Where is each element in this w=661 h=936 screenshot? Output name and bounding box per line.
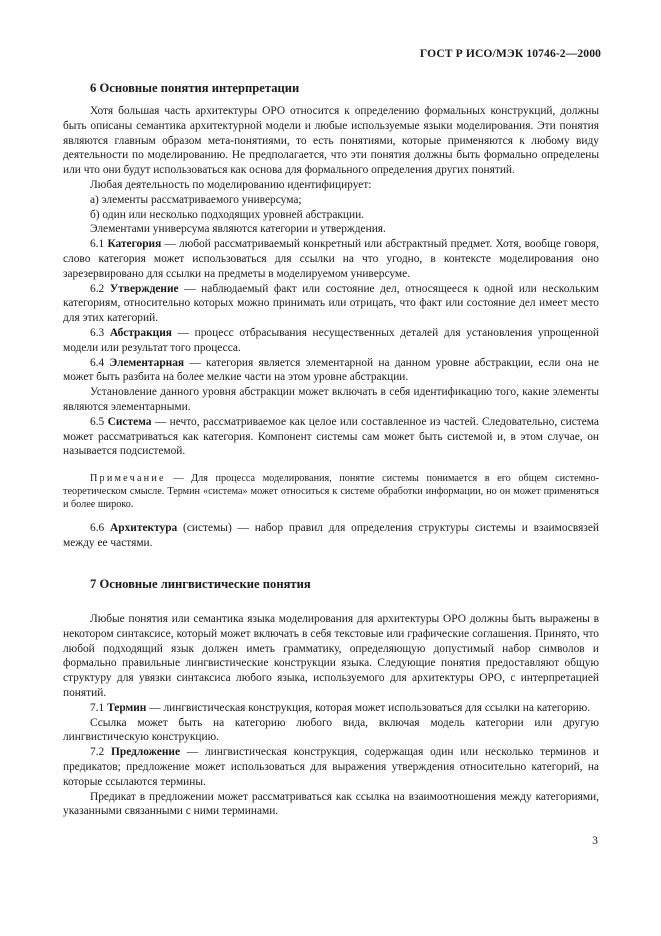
definition-6-6 — [63, 521, 599, 551]
section-6-intro: Хотя большая часть архитектуры ОРО относится к определению формальных конструкций, должны быть описаны семантика архитектурной модели и любые используемые языки моделирования. Эти понятия являются главным образом мета-понятиями, то есть понятиями, которые применяются к любому виду деятельности по моделированию. Не предполагается, что эти понятия должны быть формально определены или что они будут использоваться как основа для формального определения других понятий. — [63, 105, 599, 177]
def-text: — нечто, рассматриваемое как целое или составленное из частей. Следовательно, система может рассматриваться как категория. Компонент системы сам может быть системой и, в этом случае, он называется подсистемой. — [63, 415, 599, 458]
elements-sentence: Элементами универсума являются категории и утверждения. — [90, 223, 386, 236]
definition-6-4 — [63, 356, 599, 386]
section-7-title: 7 Основные лингвистические понятия — [90, 577, 311, 591]
def-term: Предложение — [111, 746, 181, 759]
def-number: 6.4 — [90, 356, 105, 369]
list-item-a: а) элементы рассматриваемого универсума; — [90, 193, 302, 206]
definition-6-2 — [63, 282, 599, 326]
section-6-title: 6 Основные понятия интерпретации — [90, 81, 300, 95]
note-text: — Для процесса моделирования, понятие системы понимается в его общем системно-теоретическом смысле. Термин «система» может относиться к системе обработки информации, но он может применяться и более широко. — [63, 473, 599, 511]
def-number: 6.1 — [90, 238, 105, 251]
document-code: ГОСТ Р ИСО/МЭК 10746-2—2000 — [419, 47, 601, 60]
def-text: (системы) — набор правил для определения структуры системы и взаимосвязей между ее частями. — [63, 522, 599, 549]
def-number: 7.2 — [90, 746, 105, 759]
def-term: Элементарная — [109, 356, 185, 369]
definition-7-1-extra: Ссылка может быть на категорию любого вида, включая модель категории или другую лингвистическую конструкцию. — [63, 716, 599, 744]
section-7-intro: Любые понятия или семантика языка моделирования для архитектуры ОРО должны быть выражены в некотором синтаксисе, который может включать в себя текстовые или графические соглашения. Принято, что любой подходящий язык должен иметь грамматику, определяющую допустимый набор символов и формально правильные лингвистические конструкции языка. Следующие понятия предоставляют общую структуру для увязки синтаксиса любого языка, используемого для архитектуры ОРО, с интерпретацией понятий. — [63, 613, 599, 699]
def-term: Абстракция — [109, 326, 172, 339]
def-text: — лингвистическая конструкция, которая может использоваться для ссылки на категорию. — [146, 701, 591, 714]
def-text: — категория является элементарной на данном уровне абстракции, если она не может быть разбита на более мелкие части на этом уровне абстракции. — [63, 356, 599, 384]
def-number: 6.5 — [90, 415, 105, 428]
definition-6-3 — [63, 326, 599, 356]
definition-7-2 — [63, 745, 599, 789]
def-term: Система — [107, 415, 152, 428]
def-text: — любой рассматриваемый конкретный или абстрактный предмет. Хотя, вообще говоря, слово категория может использоваться для ссылки на что угодно, в контексте моделирования оно зарезервировано для ссылки на предметы в моделируемом универсуме. — [63, 238, 599, 280]
def-number: 6.6 — [90, 522, 105, 535]
section-6-body — [63, 104, 599, 551]
note — [63, 472, 599, 511]
definition-6-1 — [63, 237, 599, 281]
definition-7-2-extra: Предикат в предложении может рассматриваться как ссылка на взаимоотношения между категориями, указанными связанными с ними терминами. — [63, 790, 599, 818]
section-7-body — [63, 612, 599, 819]
def-term: Утверждение — [109, 282, 179, 295]
def-text: — наблюдаемый факт или состояние дел, относящееся к одной или нескольким категориям, относительно которых можно принимать или отрицать, что факт или состояние дел имеет место для этих категорий. — [63, 282, 599, 325]
definition-6-5 — [63, 415, 599, 459]
def-text: — лингвистическая конструкция, содержащая один или несколько терминов и предикатов; предложение может использоваться для выражения утверждения относительно категорий, на которые ссылаются термины. — [63, 746, 599, 788]
section-6-lead: Любая деятельность по моделированию идентифицирует: — [90, 178, 372, 191]
definition-6-4-extra: Установление данного уровня абстракции может включать в себя идентификацию того, какие элементы являются элементарными. — [63, 386, 599, 413]
note-label: Примечание — [90, 473, 166, 485]
def-text: — процесс отбрасывания несущественных деталей для установления упрощенной модели или результат того процесса. — [63, 326, 599, 354]
def-number: 7.1 — [90, 701, 105, 714]
def-number: 6.2 — [90, 282, 105, 295]
definition-7-1 — [63, 701, 599, 716]
list-item-b: б) один или несколько подходящих уровней абстракции. — [90, 208, 365, 221]
def-term: Категория — [107, 238, 162, 251]
def-term: Архитектура — [110, 522, 178, 535]
def-number: 6.3 — [90, 326, 105, 339]
def-term: Термин — [107, 701, 147, 714]
page-number: 3 — [592, 835, 598, 847]
